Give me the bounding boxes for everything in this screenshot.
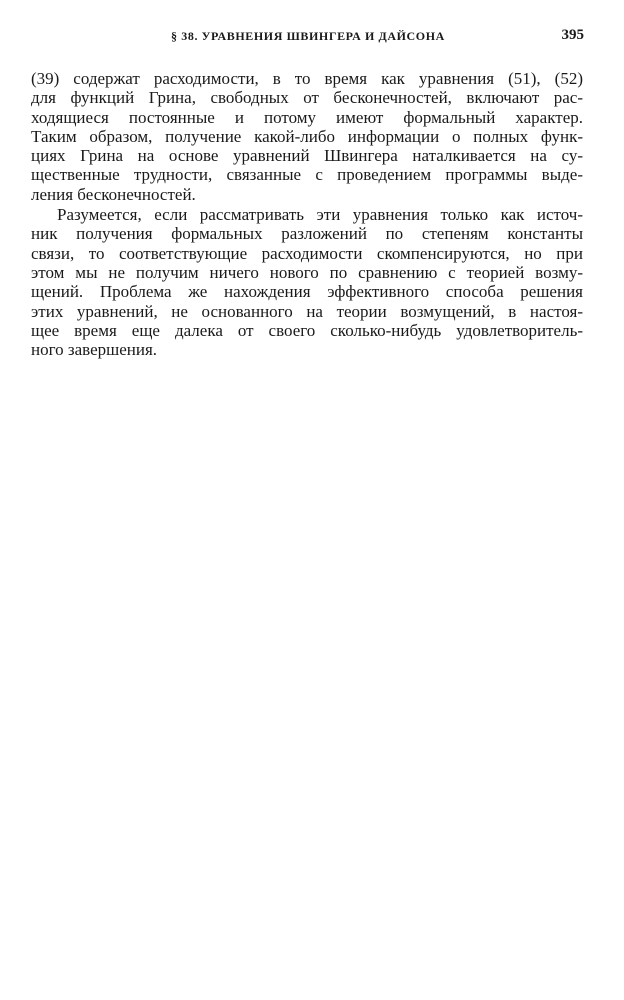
- paragraph-2: [31, 205, 583, 359]
- text-line: Разумеется, если рассматривать эти уравнения только как источ-: [57, 205, 583, 225]
- text-line: этих уравнений, не основанного на теории возмущений, в настоя-: [31, 301, 583, 321]
- body-text: [31, 69, 583, 359]
- text-line: щее время еще далека от своего сколько-нибудь удовлетворитель-: [31, 320, 583, 340]
- text-line: циях Грина на основе уравнений Швингера наталкивается на су-: [31, 146, 583, 166]
- page-number: 395: [561, 27, 584, 43]
- text-line: (39) содержат расходимости, в то время как уравнения (51), (52): [31, 69, 583, 88]
- text-line: Таким образом, получение какой-либо информации о полных функ-: [31, 126, 583, 146]
- text-line: ходящиеся постоянные и потому имеют формальный характер.: [31, 107, 583, 127]
- text-line: ник получения формальных разложений по степеням константы: [31, 224, 583, 244]
- paragraph-1: [31, 69, 583, 204]
- running-head: [30, 28, 586, 48]
- text-line: щественные трудности, связанные с проведением программы выде-: [31, 165, 583, 185]
- text-line: для функций Грина, свободных от бесконечностей, включают рас-: [31, 88, 583, 108]
- text-line: связи, то соответствующие расходимости скомпенсируются, но при: [31, 243, 583, 263]
- text-line: ления бесконечностей.: [31, 184, 196, 204]
- section-header-title: § 38. УРАВНЕНИЯ ШВИНГЕРА И ДАЙСОНА: [171, 29, 445, 43]
- text-line: щений. Проблема же нахождения эффективного способа решения: [31, 282, 583, 302]
- text-line: этом мы не получим ничего нового по сравнению с теорией возму-: [31, 262, 583, 282]
- text-line: ного завершения.: [31, 340, 158, 360]
